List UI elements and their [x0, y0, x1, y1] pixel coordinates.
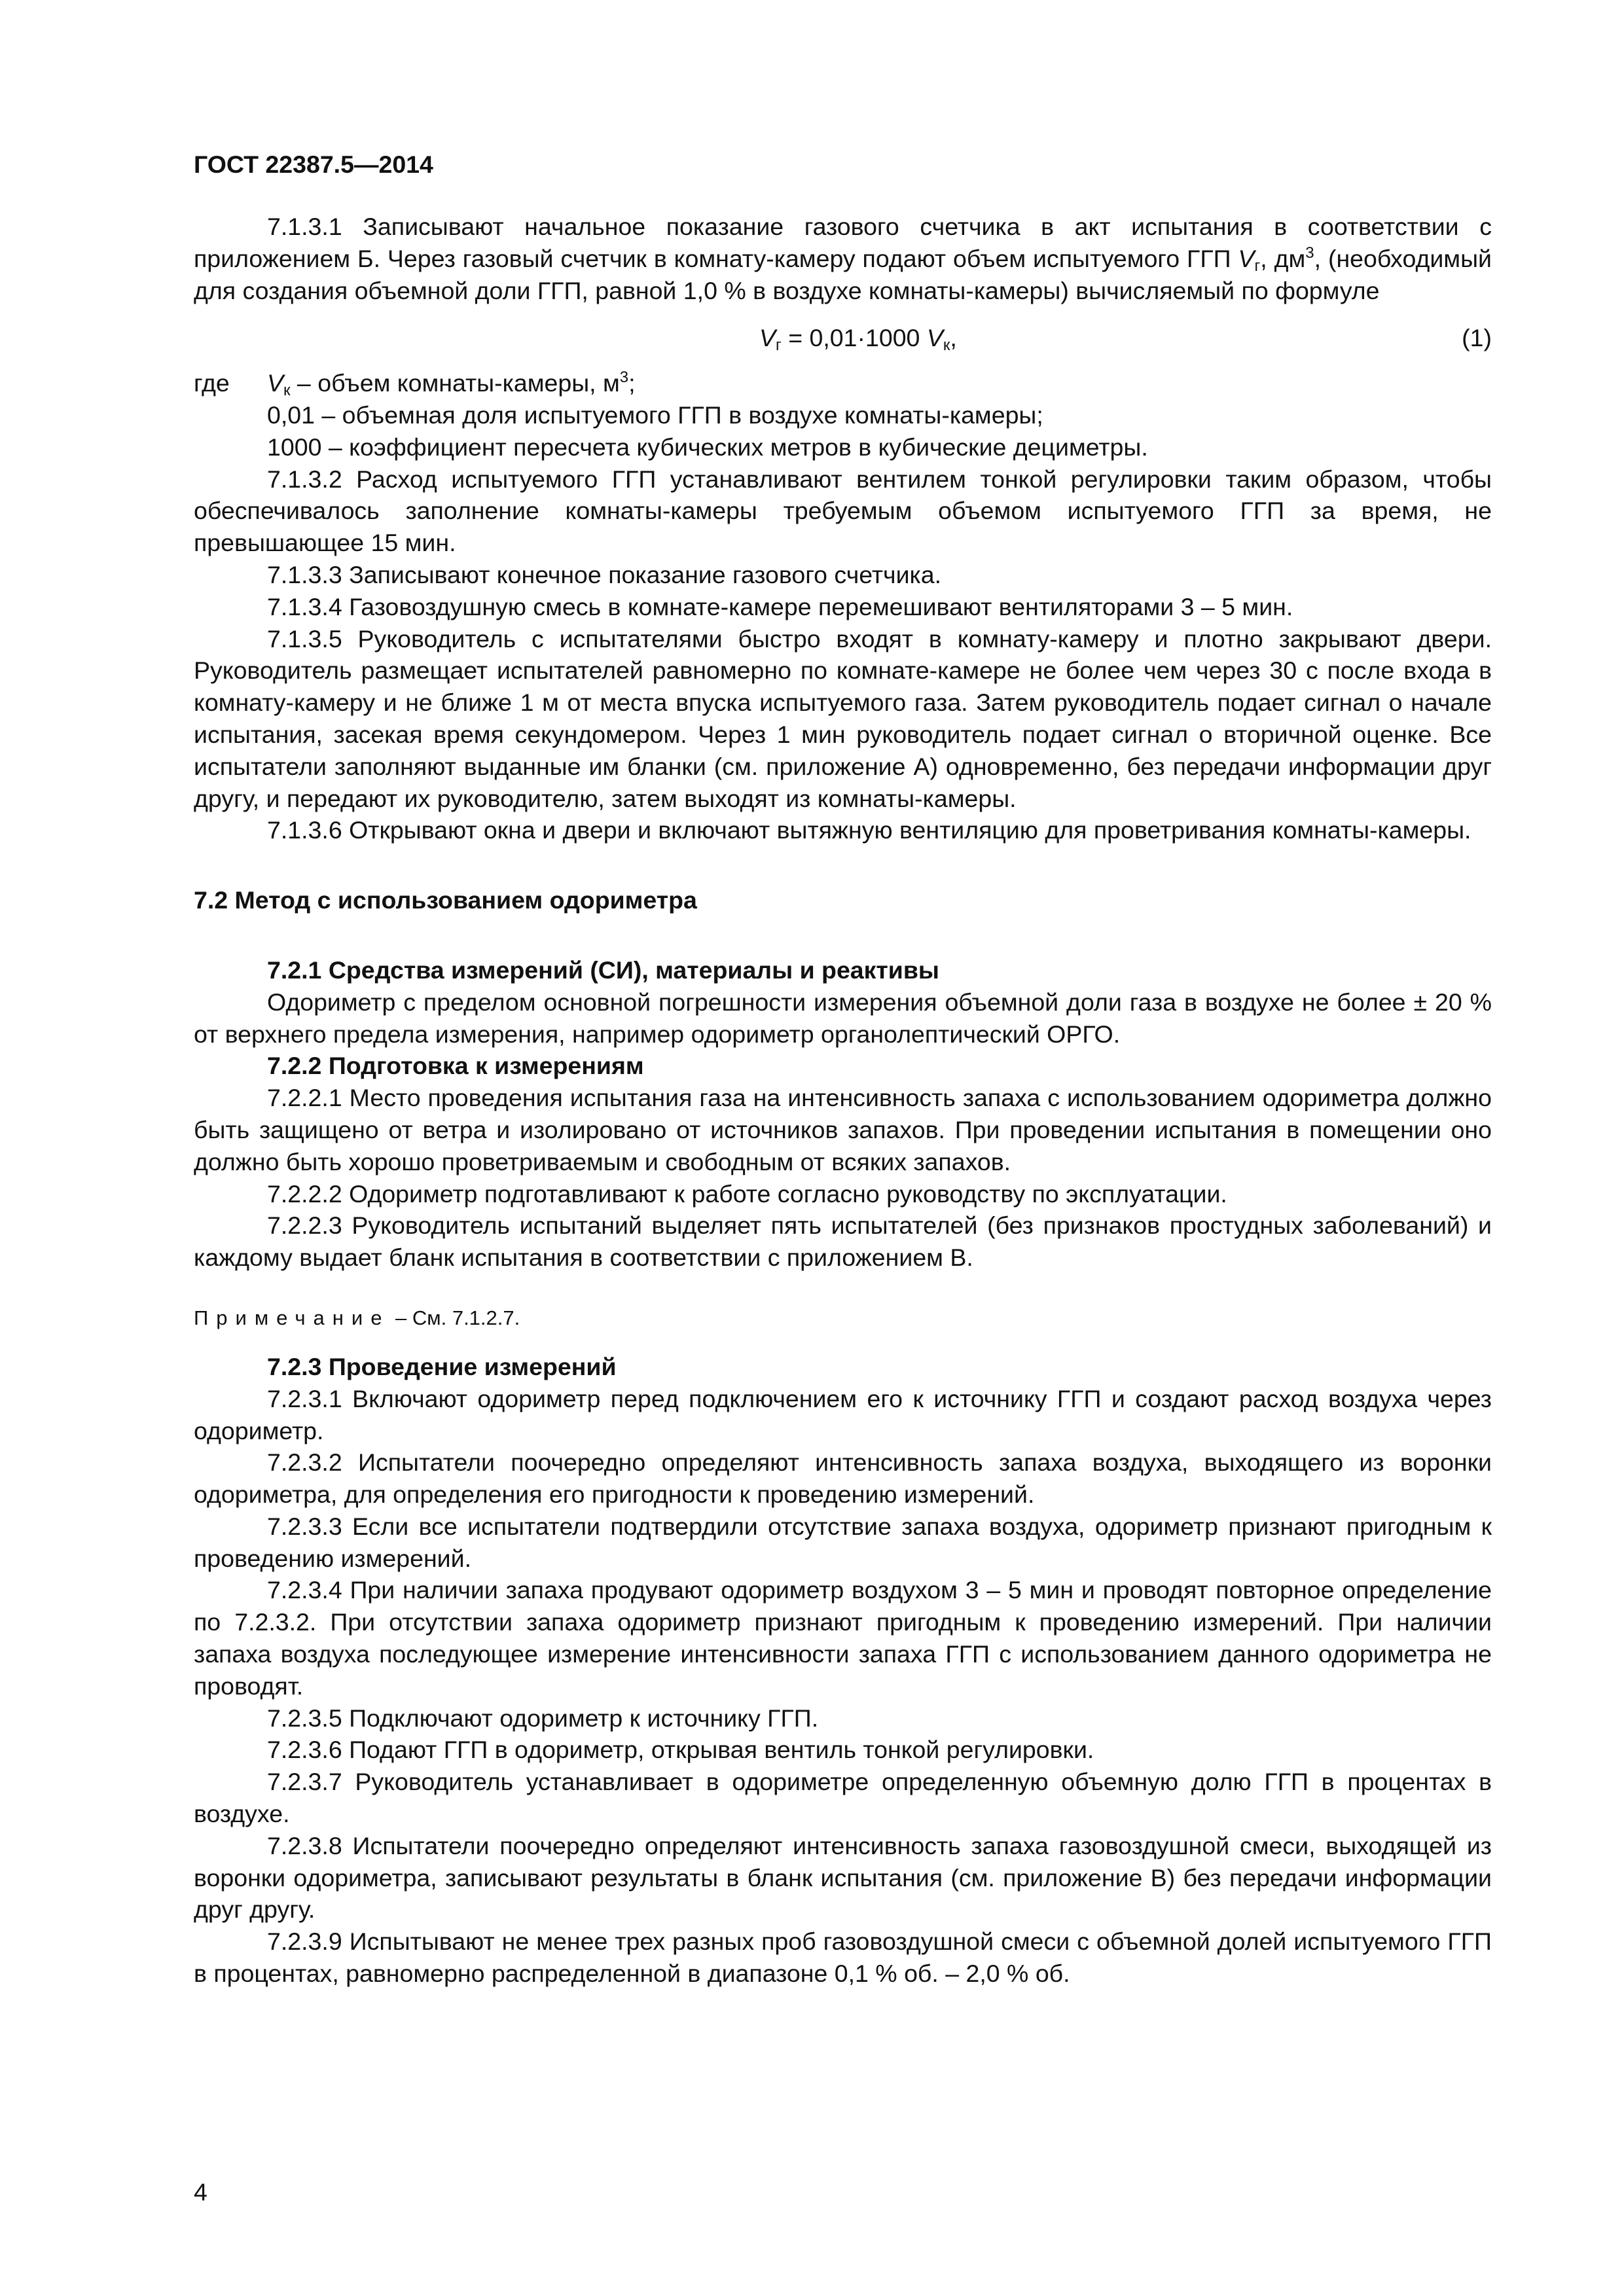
formula-text: = 0,01·1000: [781, 324, 927, 352]
text-run: , дм: [1260, 244, 1306, 272]
paragraph-7-2-3-1: 7.2.3.1 Включают одориметр перед подключением его к источнику ГГП и создают расход воздуха через одориметр.: [194, 1384, 1492, 1444]
subscript: к: [283, 382, 291, 400]
text-run: – объем комнаты-камеры, м: [290, 369, 620, 397]
paragraph-7-1-3-1: [194, 211, 1492, 306]
variable-v: V: [267, 369, 284, 397]
document-header: ГОСТ 22387.5—2014: [194, 151, 433, 178]
subscript: к: [943, 336, 950, 355]
definition-vk: [267, 367, 636, 399]
document-body: [194, 211, 1492, 1990]
paragraph-7-2-3-6: 7.2.3.6 Подают ГГП в одориметр, открывая вентиль тонкой регулировки.: [267, 1736, 1094, 1764]
where-label: где: [194, 369, 230, 397]
where-row: [194, 367, 1492, 399]
paragraph-7-2-3-5: 7.2.3.5 Подключают одориметр к источнику ГГП.: [267, 1704, 819, 1732]
paragraph-7-2-3-3: 7.2.3.3 Если все испытатели подтвердили отсутствие запаха воздуха, одориметр признают пригодным к проведению измерений.: [194, 1512, 1492, 1572]
definition-001: 0,01 – объемная доля испытуемого ГГП в воздухе комнаты-камеры;: [267, 401, 1043, 429]
heading-7-2-3: 7.2.3 Проведение измерений: [267, 1352, 617, 1380]
heading-7-2-1: 7.2.1 Средства измерений (СИ), материалы и реактивы: [267, 956, 939, 984]
variable-v: V: [926, 324, 943, 352]
formula: [759, 322, 957, 354]
definition-1000: 1000 – коэффициент пересчета кубических метров в кубические дециметры.: [267, 433, 1148, 461]
paragraph-7-2-3-2: 7.2.3.2 Испытатели поочередно определяют интенсивность запаха воздуха, выходящего из воронки одориметра, для определения его пригодности к проведению измерений.: [194, 1448, 1492, 1509]
subscript: г: [1254, 257, 1261, 275]
formula-text: ,: [950, 324, 957, 352]
formula-row: [194, 322, 1492, 354]
paragraph-7-1-3-3: 7.1.3.3 Записывают конечное показание газового счетчика.: [267, 560, 942, 588]
heading-7-2-2: 7.2.2 Подготовка к измерениям: [267, 1052, 644, 1080]
paragraph-7-2-3-4: 7.2.3.4 При наличии запаха продувают одориметр воздухом 3 – 5 мин и проводят повторное определение по 7.2.3.2. При отсутствии запаха одориметр признают пригодным к проведению измерений. При наличии запаха воздуха последующее измерение интенсивности запаха ГГП с использованием данного одориметра не проводят.: [194, 1576, 1492, 1700]
paragraph-7-2-2-1: 7.2.2.1 Место проведения испытания газа на интенсивность запаха с использованием одориметра должно быть защищено от ветра и изолировано от источников запахов. При проведении испытания в помещении оно должно быть хорошо проветриваемым и свободным от всяких запахов.: [194, 1084, 1492, 1175]
paragraph-7-1-3-6: 7.1.3.6 Открывают окна и двери и включают вытяжную вентиляцию для проветривания комнаты-камеры.: [267, 816, 1471, 844]
paragraph-7-2-3-8: 7.2.3.8 Испытатели поочередно определяют интенсивность запаха газовоздушной смеси, выходящей из воронки одориметра, записывают результаты в бланк испытания (см. приложение В) без передачи информации друг другу.: [194, 1831, 1492, 1924]
note-label: Примечание: [194, 1306, 390, 1329]
text-run: 7.1.3.1 Записывают начальное показание газового счетчика в акт испытания в соответствии с приложением Б. Через газовый счетчик в комнату-камеру подают объем испытуемого ГГП: [194, 213, 1492, 272]
paragraph-7-2-2-2: 7.2.2.2 Одориметр подготавливают к работе согласно руководству по эксплуатации.: [267, 1179, 1227, 1208]
note-text: – См. 7.1.2.7.: [389, 1306, 520, 1329]
heading-7-2: 7.2 Метод с использованием одориметра: [194, 886, 697, 914]
paragraph-7-1-3-4: 7.1.3.4 Газовоздушную смесь в комнате-камере перемешивают вентиляторами 3 – 5 мин.: [267, 592, 1293, 620]
paragraph-7-2-3-7: 7.2.3.7 Руководитель устанавливает в одориметре определенную объемную долю ГГП в процентах в воздухе.: [194, 1768, 1492, 1828]
superscript: 3: [1305, 243, 1314, 262]
paragraph-7-1-3-5: 7.1.3.5 Руководитель с испытателями быстро входят в комнату-камеру и плотно закрывают двери. Руководитель размещает испытателей равномерно по комнате-камере не более чем через 30 с после входа в комнату-камеру и не ближе 1 м от места впуска испытуемого газа. Затем руководитель подает сигнал о начале испытания, засекая время секундомером. Через 1 мин руководитель подает сигнал о вторичной оценке. Все испытатели заполняют выданные им бланки (см. приложение А) одновременно, без передачи информации друг другу, и передают их руководителю, затем выходят из комнаты-камеры.: [194, 624, 1492, 812]
note: [194, 1302, 1492, 1334]
variable-v: V: [759, 324, 776, 352]
paragraph-7-2-2-3: 7.2.2.3 Руководитель испытаний выделяет пять испытателей (без признаков простудных заболеваний) и каждому выдает бланк испытания в соответствии с приложением В.: [194, 1211, 1492, 1272]
text-run: , (необходимый для создания объемной доли ГГП, равной 1,0 % в воздухе комнаты-камеры) вычисляемый по формуле: [194, 244, 1492, 304]
superscript: 3: [619, 368, 629, 387]
formula-number: (1): [1462, 324, 1492, 352]
subscript: г: [776, 336, 782, 355]
paragraph-7-2-3-9: 7.2.3.9 Испытывают не менее трех разных проб газовоздушной смеси с объемной долей испытуемого ГГП в процентах, равномерно распределенной в диапазоне 0,1 % об. – 2,0 % об.: [194, 1928, 1492, 1988]
text-run: ;: [628, 369, 636, 397]
page-number: 4: [194, 2178, 208, 2206]
variable-v: V: [1238, 244, 1255, 272]
paragraph-7-1-3-2: 7.1.3.2 Расход испытуемого ГГП устанавливают вентилем тонкой регулировки таким образом, чтобы обеспечивалось заполнение комнаты-камеры требуемым объемом испытуемого ГГП за время, не превышающее 15 мин.: [194, 465, 1492, 557]
paragraph-7-2-1: Одориметр с пределом основной погрешности измерения объемной доли газа в воздухе не более ± 20 % от верхнего предела измерения, например одориметр органолептический ОРГО.: [194, 988, 1492, 1048]
